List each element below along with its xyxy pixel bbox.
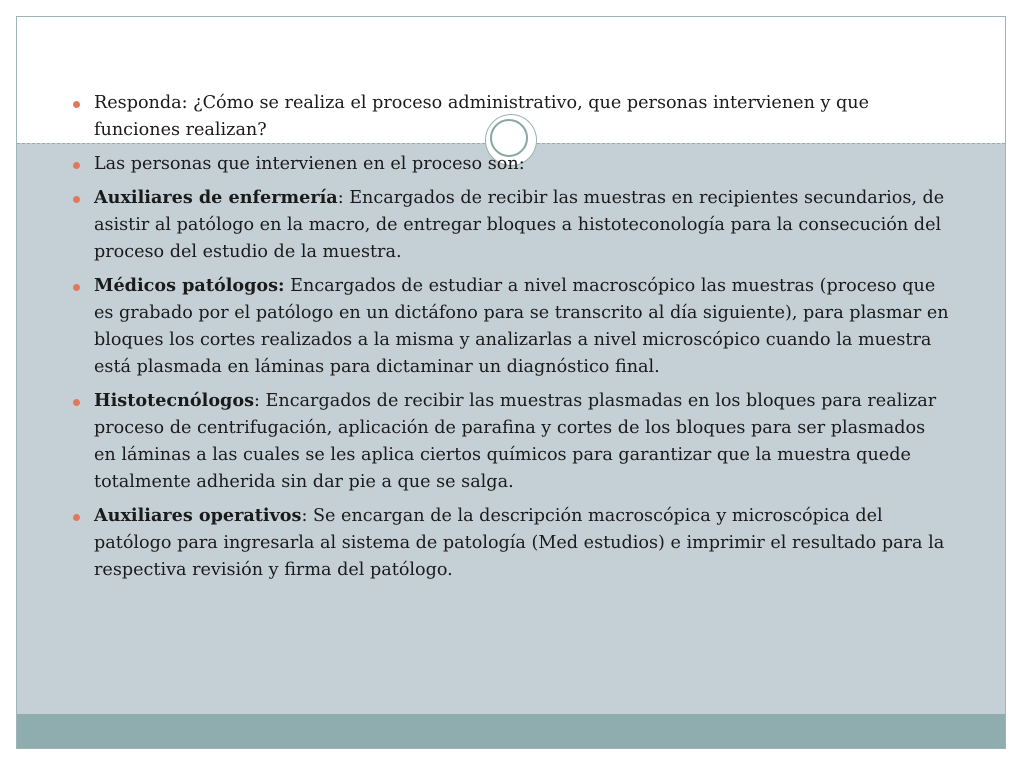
bullet-dot-icon xyxy=(73,399,80,406)
bullet-text: : Encargados de recibir las muestras plasmadas en los bloques para realizar proceso de centrifugación, aplicación de parafina y cortes de los bloques para ser plasmados en láminas a las cuales se les aplica ciertos químicos para garantizar que la muestra quede totalmente adherida sin dar pie a que se salga. xyxy=(94,391,937,492)
bullet-dot-icon xyxy=(73,101,80,108)
bullet-dot-icon xyxy=(73,284,80,291)
bullet-text: : Se encargan de la descripción macroscópica y microscópica del patólogo para ingresarla al sistema de patología (Med estudios) e imprimir el resultado para la respectiva revisión y firma del patólogo. xyxy=(94,506,945,580)
bullet-item xyxy=(71,502,951,584)
footer-band xyxy=(17,714,1005,748)
bullet-text: Responda: ¿Cómo se realiza el proceso administrativo, que personas intervienen y que funciones realizan? xyxy=(94,93,870,140)
bullet-text: Las personas que intervienen en el proceso son: xyxy=(94,154,525,174)
bullet-list xyxy=(71,89,951,590)
bullet-term: Histotecnólogos xyxy=(94,390,254,411)
bullet-item xyxy=(71,387,951,496)
bullet-text: : Encargados de recibir las muestras en recipientes secundarios, de asistir al patólogo en la macro, de entregar bloques a histoteconología para la consecución del proceso del estudio de la muestra. xyxy=(94,188,945,262)
slide xyxy=(16,16,1006,749)
bullet-item xyxy=(71,272,951,381)
bullet-term: Médicos patólogos: xyxy=(94,275,285,296)
bullet-item xyxy=(71,184,951,266)
bullet-dot-icon xyxy=(73,162,80,169)
bullet-dot-icon xyxy=(73,196,80,203)
bullet-term: Auxiliares de enfermería xyxy=(94,187,338,208)
bullet-item xyxy=(71,89,951,144)
bullet-text: Encargados de estudiar a nivel macroscópico las muestras (proceso que es grabado por el patólogo en un dictáfono para se transcrito al día siguiente), para plasmar en bloques los cortes realizados a la misma y analizarlas a nivel microscópico cuando la muestra está plasmada en láminas para dictaminar un diagnóstico final. xyxy=(94,276,949,377)
bullet-item xyxy=(71,150,951,178)
bullet-term: Auxiliares operativos xyxy=(94,505,302,526)
bullet-dot-icon xyxy=(73,514,80,521)
